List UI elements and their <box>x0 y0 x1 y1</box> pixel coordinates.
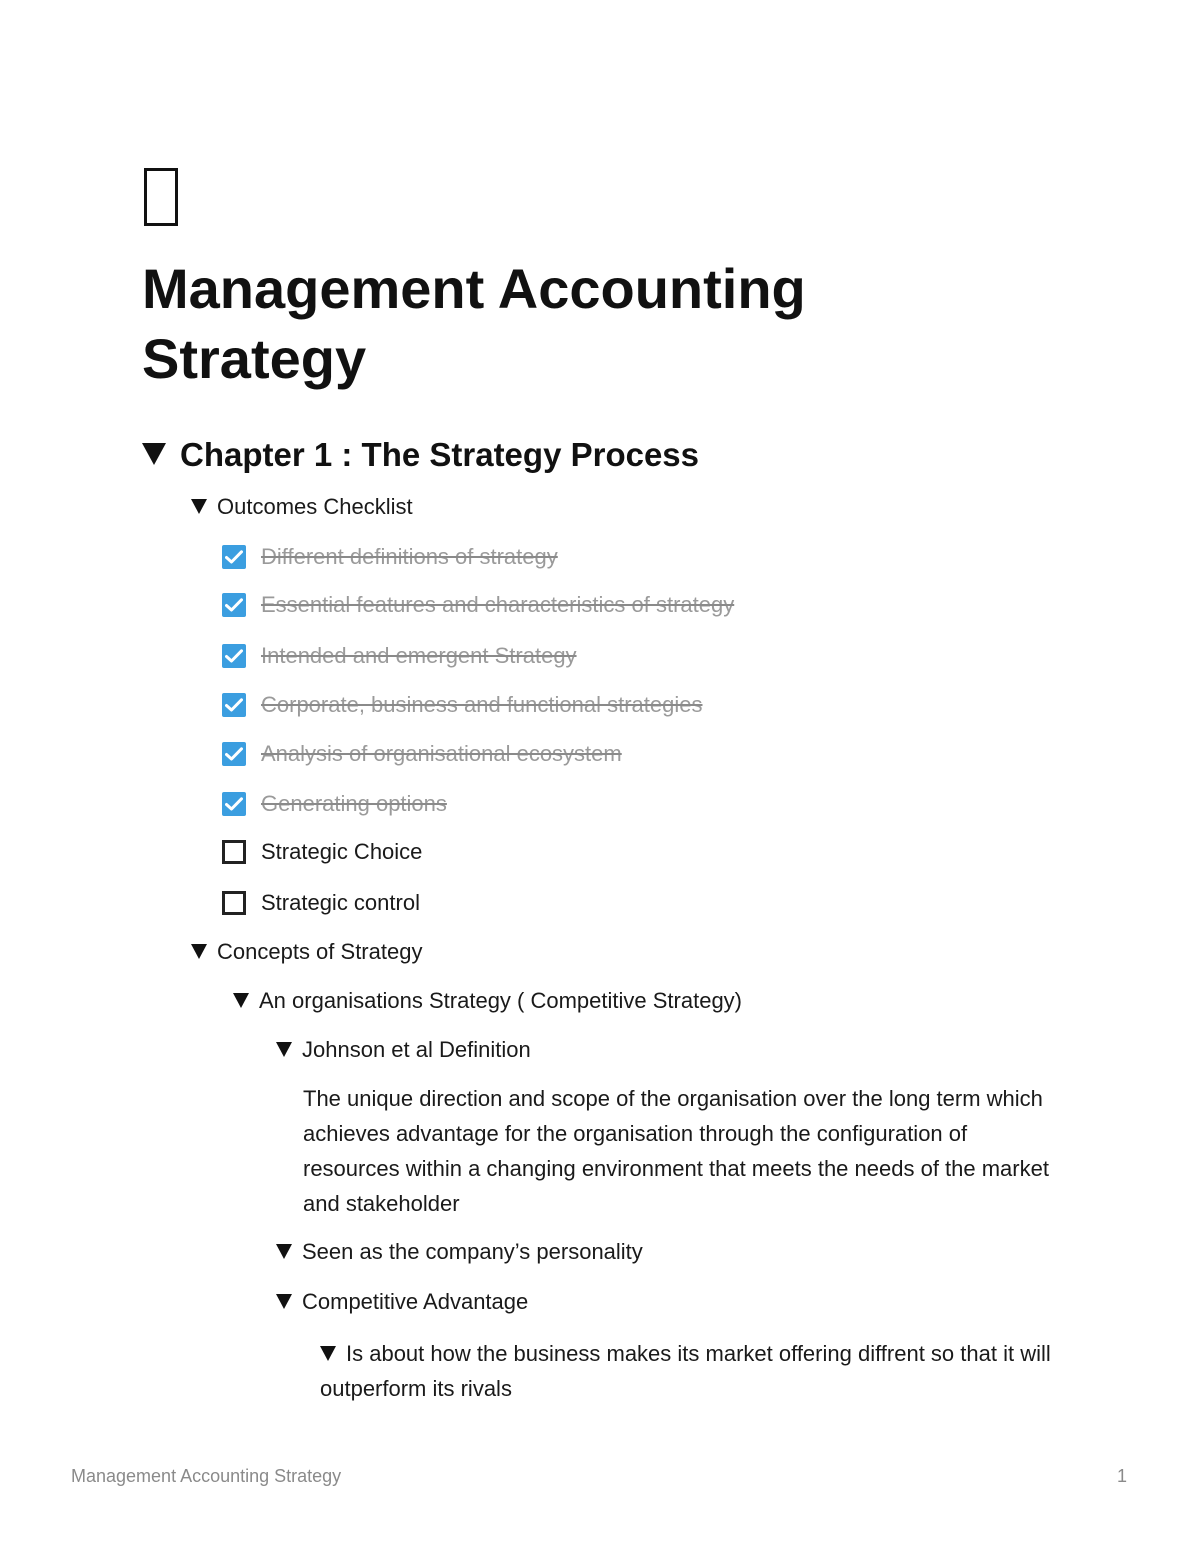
johnson-definition-text: The unique direction and scope of the organisation over the long term which achieves advantage for the organisation through the configuration of resources within a changing environment that meets the needs of the market and stakeholder <box>303 1086 1049 1216</box>
page-title-line2: Strategy <box>142 327 367 390</box>
org-strategy-label: An organisations Strategy ( Competitive Strategy) <box>259 988 743 1013</box>
checklist-item <box>222 888 420 918</box>
checklist-item-label: Essential features and characteristics of strategy <box>261 592 735 617</box>
checkbox-unchecked[interactable] <box>222 891 246 915</box>
checkbox-checked[interactable] <box>222 742 246 766</box>
page-title-line1: Management Accounting <box>142 257 806 320</box>
competitive-advantage-label: Competitive Advantage <box>302 1289 529 1314</box>
checklist-item <box>222 542 558 572</box>
checkmark-icon <box>225 797 243 811</box>
triangle-down-icon[interactable] <box>191 499 207 514</box>
triangle-down-icon[interactable] <box>320 1346 336 1361</box>
johnson-definition-toggle[interactable] <box>276 1035 531 1065</box>
checkmark-icon <box>225 550 243 564</box>
footer-page-number: 1 <box>1117 1466 1128 1486</box>
checklist-item-label: Strategic control <box>261 890 420 915</box>
checkbox-checked[interactable] <box>222 545 246 569</box>
triangle-down-icon[interactable] <box>276 1244 292 1259</box>
checklist-item <box>222 789 447 819</box>
company-personality-toggle[interactable] <box>276 1237 643 1267</box>
outcomes-checklist-toggle[interactable] <box>191 492 413 522</box>
checkmark-icon <box>225 698 243 712</box>
missing-glyph-icon <box>144 168 178 226</box>
checkbox-checked[interactable] <box>222 593 246 617</box>
checklist-item-label: Corporate, business and functional strategies <box>261 692 703 717</box>
checkbox-checked[interactable] <box>222 693 246 717</box>
checklist-item <box>222 590 734 620</box>
outcomes-checklist-label: Outcomes Checklist <box>217 494 413 519</box>
checkmark-icon <box>225 649 243 663</box>
chapter-1-toggle[interactable] <box>142 434 699 476</box>
checklist-item <box>222 739 622 769</box>
footer-title: Management Accounting Strategy <box>71 1466 342 1486</box>
checklist-item <box>222 641 577 671</box>
triangle-down-icon[interactable] <box>142 443 166 465</box>
concepts-of-strategy-toggle[interactable] <box>191 937 422 967</box>
competitive-advantage-item-toggle[interactable] <box>320 1336 1060 1406</box>
checklist-item <box>222 837 422 867</box>
triangle-down-icon[interactable] <box>276 1042 292 1057</box>
checklist-item-label: Generating options <box>261 791 447 816</box>
company-personality-label: Seen as the company’s personality <box>302 1239 643 1264</box>
checklist-item-label: Intended and emergent Strategy <box>261 643 577 668</box>
checklist-item-label: Strategic Choice <box>261 839 423 864</box>
checkbox-checked[interactable] <box>222 792 246 816</box>
checklist-item <box>222 690 702 720</box>
chapter-1-heading: Chapter 1 : The Strategy Process <box>180 436 700 473</box>
checkmark-icon <box>225 598 243 612</box>
checkbox-unchecked[interactable] <box>222 840 246 864</box>
triangle-down-icon[interactable] <box>276 1294 292 1309</box>
org-strategy-toggle[interactable] <box>233 986 742 1016</box>
competitive-advantage-toggle[interactable] <box>276 1287 528 1317</box>
triangle-down-icon[interactable] <box>233 993 249 1008</box>
johnson-definition-label: Johnson et al Definition <box>302 1037 531 1062</box>
competitive-advantage-item-text: Is about how the business makes its market offering diffrent so that it will outperform its rivals <box>320 1341 1051 1401</box>
checklist-item-label: Analysis of organisational ecosystem <box>261 741 622 766</box>
checkmark-icon <box>225 747 243 761</box>
page-title <box>142 254 1042 394</box>
concepts-of-strategy-label: Concepts of Strategy <box>217 939 423 964</box>
triangle-down-icon[interactable] <box>191 944 207 959</box>
checklist-item-label: Different definitions of strategy <box>261 544 558 569</box>
checkbox-checked[interactable] <box>222 644 246 668</box>
